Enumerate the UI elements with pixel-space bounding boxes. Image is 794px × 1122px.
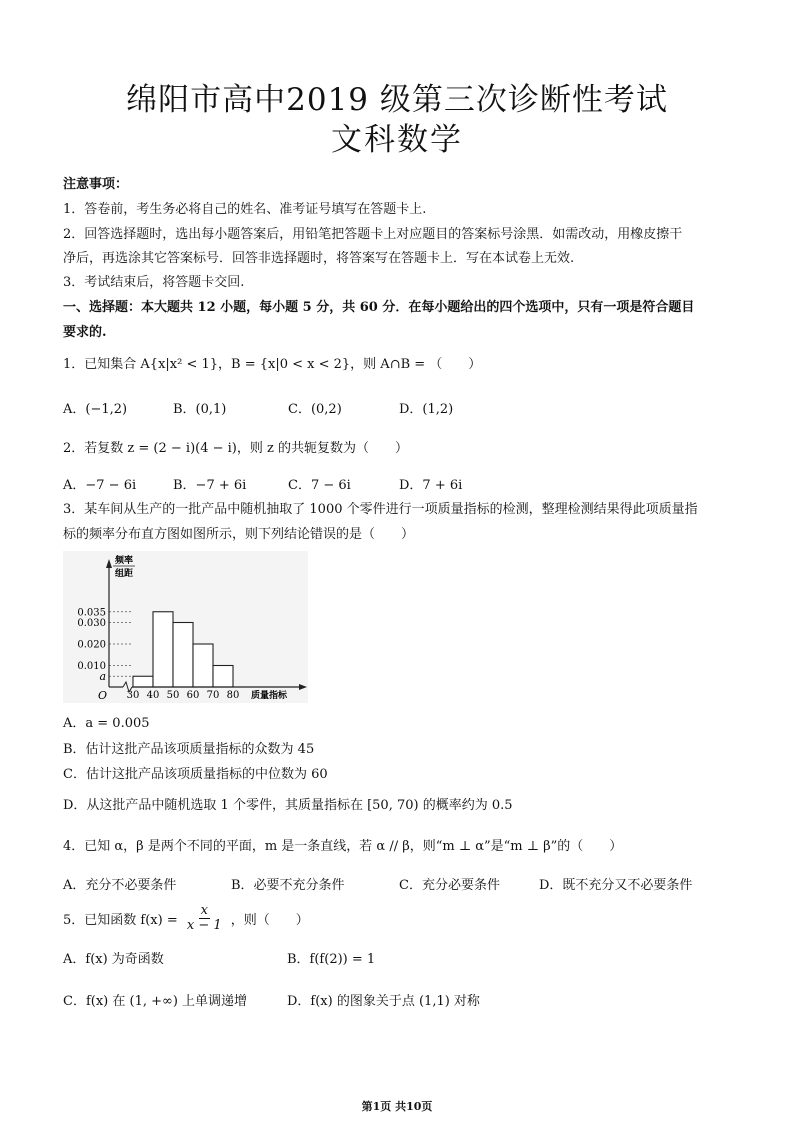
x-tick-label: 40 xyxy=(146,690,160,701)
q5-stem-suffix: ，则（ ） xyxy=(230,913,309,928)
q5-option-b: B．f(f(2)) = 1 xyxy=(287,952,376,967)
q4-option-b: B．必要不充分条件 xyxy=(231,878,345,893)
page-footer: 第1页 共10页 xyxy=(361,1100,433,1113)
section-heading-cont: 要求的. xyxy=(63,325,107,340)
q2-option-c: C．7 − 6i xyxy=(288,478,351,493)
y-tick-label: 0.020 xyxy=(77,639,106,651)
q5-options-row2 xyxy=(63,990,743,1012)
q2-option-a: A．−7 − 6i xyxy=(63,478,137,493)
histogram-bar xyxy=(193,644,213,687)
paper-subtitle: 文科数学 xyxy=(331,122,463,158)
q1-option-a: A．(−1,2) xyxy=(63,402,128,417)
histogram-bar xyxy=(213,666,233,688)
q3-stem-cont: 标的频率分布直方图如图所示，则下列结论错误的是（ ） xyxy=(63,527,415,542)
q2-option-d: D．7 + 6i xyxy=(399,478,463,493)
q5-fraction-numerator: x xyxy=(200,903,208,918)
q5-stem-prefix: 5．已知函数 f(x) = xyxy=(63,913,178,928)
origin-label: O xyxy=(98,689,108,702)
q3-option-d: D．从这批产品中随机选取 1 个零件，其质量指标在 [50, 70) 的概率约为 0.5 xyxy=(63,798,513,813)
q3-option-b: B．估计这批产品该项质量指标的众数为 45 xyxy=(63,742,315,757)
q5-option-a: A．f(x) 为奇函数 xyxy=(63,952,164,967)
q5-fraction-denominator: x − 1 xyxy=(186,918,222,933)
q1-options xyxy=(63,398,743,420)
x-tick-label: 30 xyxy=(126,690,140,701)
q4-option-c: C．充分必要条件 xyxy=(399,878,500,893)
q2-option-b: B．−7 + 6i xyxy=(173,478,247,493)
q5-stem xyxy=(63,903,733,934)
q3-stem: 3．某车间从生产的一批产品中随机抽取了 1000 个零件进行一项质量指标的检测，整理检测结果得此项质量指 xyxy=(63,502,698,517)
notice-item-3: 3．考试结束后，将答题卡交回. xyxy=(63,275,245,290)
paper-title: 绵阳市高中2019 级第三次诊断性考试 xyxy=(126,82,668,118)
q1-stem: 1．已知集合 A{x|x² < 1}，B = {x|0 < x < 2}，则 A∩B = （ ） xyxy=(63,357,482,372)
notice-item-1: 1．答卷前，考生务必将自己的姓名、准考证号填写在答题卡上. xyxy=(63,202,427,217)
histogram-bar xyxy=(133,676,153,687)
x-tick-label: 70 xyxy=(206,690,220,701)
x-tick-label: 80 xyxy=(226,690,240,701)
y-tick-label: a xyxy=(99,669,106,683)
x-axis-label: 质量指标 xyxy=(251,691,288,701)
histogram-bar xyxy=(153,612,173,687)
q5-option-d: D．f(x) 的图象关于点 (1,1) 对称 xyxy=(287,994,480,1009)
q5-option-c: C．f(x) 在 (1, +∞) 上单调递增 xyxy=(63,994,248,1009)
q3-option-c: C．估计这批产品该项质量指标的中位数为 60 xyxy=(63,767,328,782)
q3-option-a: A．a = 0.005 xyxy=(63,716,150,731)
x-tick-label: 50 xyxy=(166,690,180,701)
y-tick-label: 0.035 xyxy=(77,607,106,619)
q4-option-a: A．充分不必要条件 xyxy=(63,878,177,893)
y-tick-label: 0.030 xyxy=(77,618,106,629)
section-heading: 一、选择题：本大题共 12 小题，每小题 5 分，共 60 分．在每小题给出的四个选项中，只有一项是符合题目 xyxy=(63,300,695,315)
q2-options xyxy=(63,474,743,496)
notice-heading: 注意事项： xyxy=(63,177,129,192)
x-tick-label: 60 xyxy=(186,690,200,701)
q1-option-b: B．(0,1) xyxy=(173,402,227,417)
q4-stem: 4．已知 α，β 是两个不同的平面，m 是一条直线，若 α // β，则“m ⊥ α”是“m ⊥ β”的（ ） xyxy=(63,839,623,854)
y-axis-label-bottom: 组距 xyxy=(115,569,134,579)
notice-item-2-cont: 净后，再选涂其它答案标号．回答非选择题时，将答案写在答题卡上．写在本试卷上无效. xyxy=(63,251,575,266)
q5-options-row1 xyxy=(63,948,743,970)
q1-option-c: C．(0,2) xyxy=(288,402,342,417)
q5-fraction xyxy=(185,904,224,933)
frequency-histogram xyxy=(63,551,308,703)
q4-options xyxy=(63,874,743,896)
q2-stem: 2．若复数 z = (2 − i)(4 − i)，则 z 的共轭复数为（ ） xyxy=(63,441,408,456)
y-tick-label: 0.010 xyxy=(77,661,106,672)
q4-option-d: D．既不充分又不必要条件 xyxy=(539,878,693,893)
notice-item-2: 2．回答选择题时，选出每小题答案后，用铅笔把答题卡上对应题目的答案标号涂黑．如需改动，用橡皮擦干 xyxy=(63,227,683,242)
y-axis-label-top: 频率 xyxy=(115,556,134,566)
q1-option-d: D．(1,2) xyxy=(399,402,454,417)
histogram-bar xyxy=(173,623,193,688)
